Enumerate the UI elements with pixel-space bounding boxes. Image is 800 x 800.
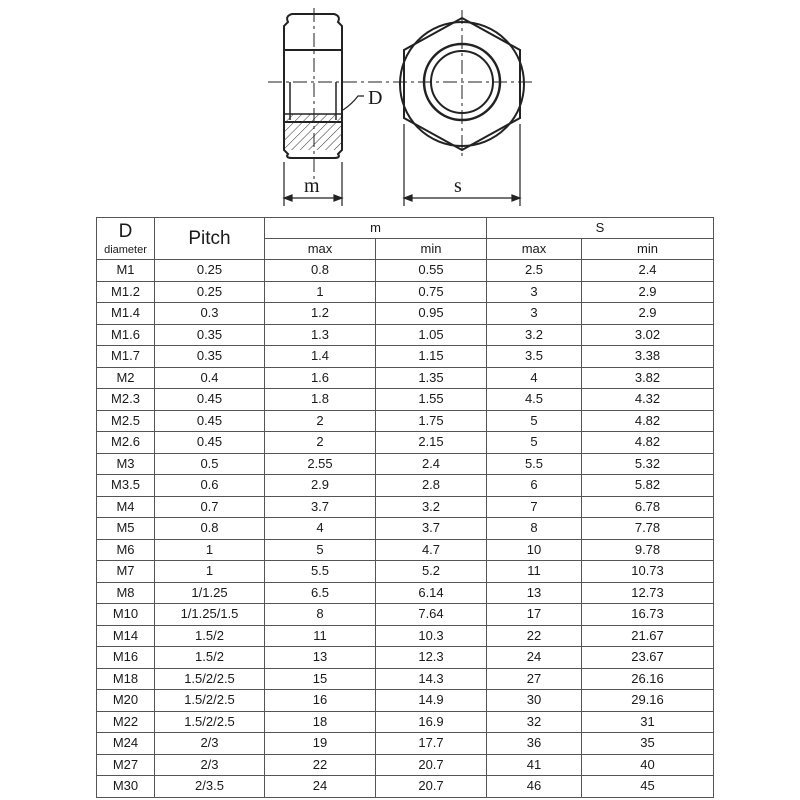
cell-s-max: 5 [487,432,582,454]
cell-m-min: 0.95 [376,303,487,325]
header-m-max: max [265,239,376,260]
cell-pitch: 0.25 [155,281,265,303]
cell-m-min: 14.3 [376,668,487,690]
cell-pitch: 0.6 [155,475,265,497]
cell-m-max: 2.9 [265,475,376,497]
cell-m-min: 1.55 [376,389,487,411]
table-row [97,367,714,389]
cell-m-max: 1.6 [265,367,376,389]
cell-size: M27 [97,754,155,776]
label-m: m [304,175,320,197]
cell-size: M1.7 [97,346,155,368]
cell-m-min: 3.7 [376,518,487,540]
cell-size: M1.6 [97,324,155,346]
header-d: D [118,220,133,242]
cell-m-min: 6.14 [376,582,487,604]
cell-pitch: 0.8 [155,518,265,540]
cell-pitch: 1 [155,561,265,583]
cell-s-max: 22 [487,625,582,647]
cell-m-min: 1.75 [376,410,487,432]
cell-s-min: 26.16 [582,668,714,690]
cell-m-max: 11 [265,625,376,647]
table-row [97,303,714,325]
cell-m-min: 4.7 [376,539,487,561]
cell-m-min: 12.3 [376,647,487,669]
cell-pitch: 1/1.25/1.5 [155,604,265,626]
cell-m-min: 1.05 [376,324,487,346]
cell-m-max: 24 [265,776,376,798]
nut-side-view [284,14,342,158]
cell-s-min: 4.82 [582,410,714,432]
cell-s-min: 29.16 [582,690,714,712]
cell-size: M1.4 [97,303,155,325]
cell-pitch: 0.35 [155,324,265,346]
cell-size: M3 [97,453,155,475]
cell-size: M16 [97,647,155,669]
cell-size: M20 [97,690,155,712]
cell-m-max: 6.5 [265,582,376,604]
cell-s-min: 6.78 [582,496,714,518]
table-row [97,582,714,604]
table-row [97,496,714,518]
table-row [97,518,714,540]
cell-pitch: 0.35 [155,346,265,368]
cell-s-min: 5.32 [582,453,714,475]
header-s-max: max [487,239,582,260]
cell-size: M4 [97,496,155,518]
cell-s-min: 2.9 [582,303,714,325]
table-row [97,668,714,690]
cell-s-max: 41 [487,754,582,776]
cell-m-max: 0.8 [265,260,376,282]
cell-m-min: 1.15 [376,346,487,368]
cell-s-max: 3 [487,281,582,303]
cell-m-min: 20.7 [376,776,487,798]
cell-pitch: 0.7 [155,496,265,518]
cell-s-min: 4.32 [582,389,714,411]
cell-m-max: 8 [265,604,376,626]
cell-m-max: 2 [265,410,376,432]
table-row [97,475,714,497]
cell-m-min: 2.4 [376,453,487,475]
table-row [97,539,714,561]
cell-pitch: 1.5/2 [155,647,265,669]
cell-s-max: 10 [487,539,582,561]
cell-pitch: 0.45 [155,410,265,432]
cell-m-max: 15 [265,668,376,690]
cell-size: M18 [97,668,155,690]
cell-s-min: 3.38 [582,346,714,368]
cell-s-min: 35 [582,733,714,755]
cell-s-max: 13 [487,582,582,604]
cell-s-min: 10.73 [582,561,714,583]
cell-s-min: 2.9 [582,281,714,303]
cell-size: M6 [97,539,155,561]
table-body [97,260,714,798]
cell-s-min: 45 [582,776,714,798]
header-m-min: min [376,239,487,260]
table-row [97,432,714,454]
header-pitch: Pitch [155,218,265,260]
table-row [97,389,714,411]
cell-pitch: 1 [155,539,265,561]
cell-m-max: 2.55 [265,453,376,475]
cell-m-min: 0.75 [376,281,487,303]
cell-s-min: 4.82 [582,432,714,454]
cell-s-min: 9.78 [582,539,714,561]
table-header [97,218,714,260]
cell-s-max: 5 [487,410,582,432]
cell-m-min: 7.64 [376,604,487,626]
cell-m-max: 1.2 [265,303,376,325]
cell-m-max: 16 [265,690,376,712]
cell-m-max: 5.5 [265,561,376,583]
cell-m-max: 3.7 [265,496,376,518]
cell-pitch: 2/3 [155,754,265,776]
cell-size: M2.3 [97,389,155,411]
cell-s-max: 5.5 [487,453,582,475]
cell-s-min: 16.73 [582,604,714,626]
header-diameter: diameter [104,243,147,256]
cell-size: M3.5 [97,475,155,497]
table-row [97,754,714,776]
cell-size: M24 [97,733,155,755]
header-d-diameter [97,218,155,260]
cell-m-max: 4 [265,518,376,540]
cell-size: M1 [97,260,155,282]
cell-m-min: 5.2 [376,561,487,583]
table-row [97,733,714,755]
cell-m-max: 22 [265,754,376,776]
cell-s-max: 8 [487,518,582,540]
cell-s-min: 2.4 [582,260,714,282]
cell-s-min: 21.67 [582,625,714,647]
table-row [97,346,714,368]
cell-m-max: 1.4 [265,346,376,368]
cell-pitch: 0.5 [155,453,265,475]
hex-nut-diagram [0,0,800,215]
header-m: m [265,218,487,239]
table-row [97,281,714,303]
cell-pitch: 1.5/2/2.5 [155,690,265,712]
cell-m-min: 16.9 [376,711,487,733]
label-d: D [368,87,383,109]
table-row [97,625,714,647]
cell-size: M8 [97,582,155,604]
cell-size: M14 [97,625,155,647]
cell-s-max: 4 [487,367,582,389]
table-row [97,711,714,733]
cell-s-max: 3.5 [487,346,582,368]
d-dimension [343,87,382,110]
cell-size: M2.6 [97,432,155,454]
cell-s-max: 7 [487,496,582,518]
cell-pitch: 1.5/2/2.5 [155,711,265,733]
cell-size: M7 [97,561,155,583]
cell-s-max: 32 [487,711,582,733]
cell-s-max: 6 [487,475,582,497]
cell-s-max: 2.5 [487,260,582,282]
cell-m-min: 2.15 [376,432,487,454]
cell-s-min: 3.82 [582,367,714,389]
cell-s-max: 30 [487,690,582,712]
cell-s-min: 5.82 [582,475,714,497]
cell-m-max: 13 [265,647,376,669]
table-row [97,260,714,282]
cell-s-min: 3.02 [582,324,714,346]
cell-s-min: 7.78 [582,518,714,540]
cell-m-min: 3.2 [376,496,487,518]
cell-m-max: 1.8 [265,389,376,411]
cell-s-max: 11 [487,561,582,583]
cell-pitch: 1.5/2/2.5 [155,668,265,690]
header-s-min: min [582,239,714,260]
cell-m-max: 2 [265,432,376,454]
cell-pitch: 0.3 [155,303,265,325]
cell-size: M30 [97,776,155,798]
cell-m-min: 20.7 [376,754,487,776]
cell-m-min: 0.55 [376,260,487,282]
header-s: S [487,218,714,239]
cell-size: M22 [97,711,155,733]
cell-s-max: 24 [487,647,582,669]
table-row [97,690,714,712]
cell-s-max: 36 [487,733,582,755]
table-row [97,453,714,475]
cell-m-max: 18 [265,711,376,733]
table-row [97,604,714,626]
cell-s-max: 3.2 [487,324,582,346]
table-row [97,410,714,432]
cell-m-min: 2.8 [376,475,487,497]
cell-s-max: 3 [487,303,582,325]
cell-size: M5 [97,518,155,540]
cell-m-max: 19 [265,733,376,755]
cell-m-max: 5 [265,539,376,561]
cell-s-min: 12.73 [582,582,714,604]
cell-m-min: 17.7 [376,733,487,755]
table-row [97,561,714,583]
cell-size: M2 [97,367,155,389]
cell-pitch: 0.4 [155,367,265,389]
cell-pitch: 2/3.5 [155,776,265,798]
table-row [97,776,714,798]
cell-s-max: 46 [487,776,582,798]
cell-m-min: 1.35 [376,367,487,389]
cell-m-max: 1.3 [265,324,376,346]
label-s: s [454,175,462,197]
cell-size: M2.5 [97,410,155,432]
cell-m-min: 14.9 [376,690,487,712]
cell-s-max: 27 [487,668,582,690]
cell-s-min: 23.67 [582,647,714,669]
cell-pitch: 0.25 [155,260,265,282]
cell-pitch: 1.5/2 [155,625,265,647]
cell-pitch: 0.45 [155,432,265,454]
cell-m-max: 1 [265,281,376,303]
cell-s-min: 31 [582,711,714,733]
cell-pitch: 1/1.25 [155,582,265,604]
cell-m-min: 10.3 [376,625,487,647]
cell-pitch: 2/3 [155,733,265,755]
table-row [97,324,714,346]
cell-size: M10 [97,604,155,626]
cell-s-max: 4.5 [487,389,582,411]
cell-size: M1.2 [97,281,155,303]
table-row [97,647,714,669]
cell-s-max: 17 [487,604,582,626]
cell-s-min: 40 [582,754,714,776]
nut-dimension-table [96,217,714,798]
cell-pitch: 0.45 [155,389,265,411]
